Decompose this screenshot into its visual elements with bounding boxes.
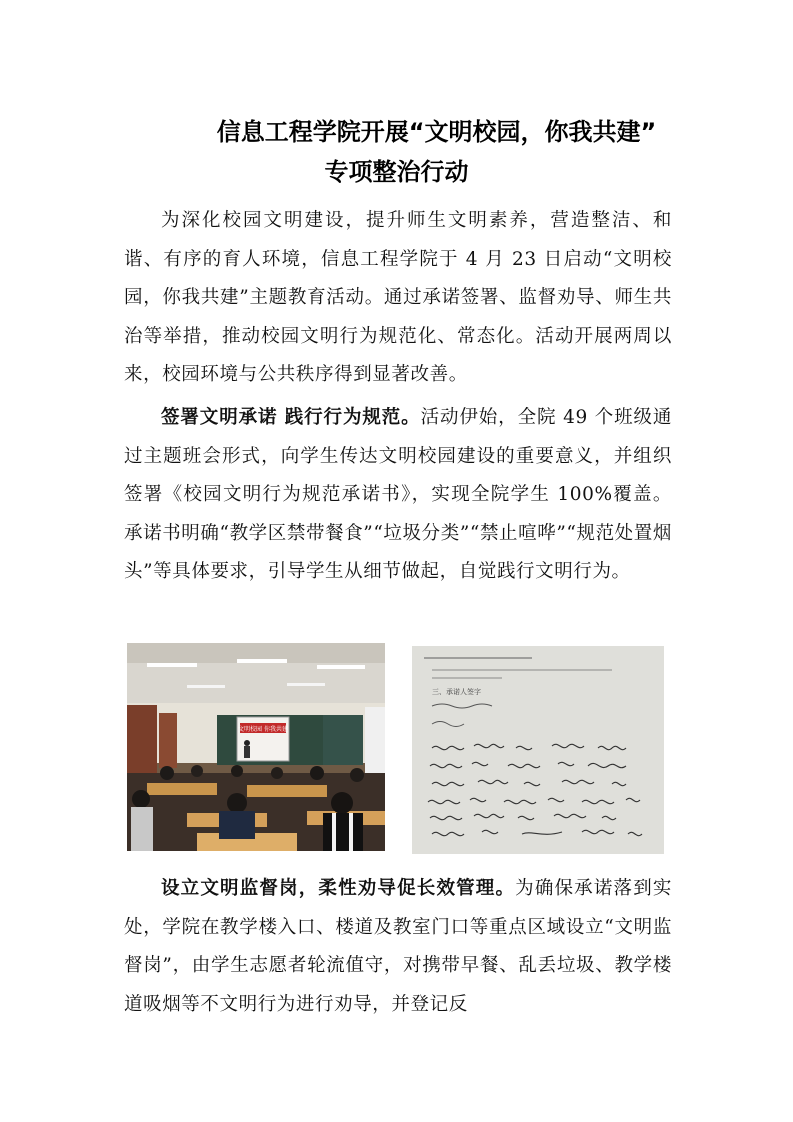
page-title-line-2: 专项整治行动 xyxy=(324,158,469,186)
signed-pledge-photo xyxy=(412,646,664,854)
supervision-paragraph-lead: 设立文明监督岗，柔性劝导促长效管理。 xyxy=(161,878,516,899)
supervision-paragraph xyxy=(124,870,672,1024)
pledge-paragraph-lead: 签署文明承诺 践行行为规范。 xyxy=(161,407,421,428)
supervision-paragraph-body: 为确保承诺落到实处，学院在教学楼入口、楼道及教室门口等重点区域设立“文明监督岗”，由学生志愿者轮流值守，对携带早餐、乱丢垃圾、教学楼道吸烟等不文明行为进行劝导，并登记反 xyxy=(124,878,672,1015)
pledge-paragraph xyxy=(124,399,672,592)
screen-caption: 文明校园 你我共建 xyxy=(238,726,288,733)
page-title-line-1: 信息工程学院开展“文明校园，你我共建” xyxy=(216,118,657,146)
pledge-paragraph-body: 活动伊始，全院 49 个班级通过主题班会形式，向学生传达文明校园建设的重要意义，并组织签署《校园文明行为规范承诺书》，实现全院学生 100%覆盖。承诺书明确“教学区禁带餐食”“垃圾分类”“禁止喧哗”“规范处置烟头”等具体要求，引导学生从细节做起，自觉践行文明行为。 xyxy=(124,407,673,582)
intro-paragraph: 为深化校园文明建设，提升师生文明素养，营造整洁、和谐、有序的育人环境，信息工程学院于 4 月 23 日启动“文明校园，你我共建”主题教育活动。通过承诺签署、监督劝导、师生共治等举措，推动校园文明行为规范化、常态化。活动开展两周以来，校园环境与公共秩序得到显著改善。 xyxy=(124,210,672,385)
pledge-section-heading: 三、承诺人签字 xyxy=(432,688,481,696)
classroom-meeting-photo xyxy=(127,643,385,851)
